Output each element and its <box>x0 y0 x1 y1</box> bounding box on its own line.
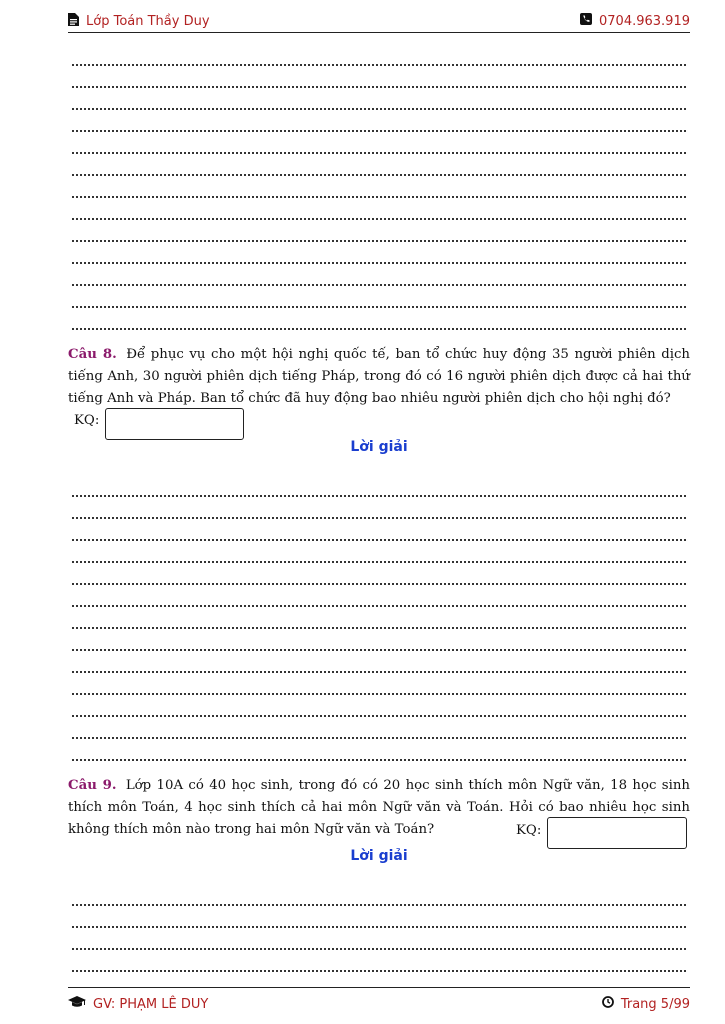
document-icon <box>68 13 79 30</box>
answer-line <box>72 258 686 264</box>
answer-line <box>72 60 686 66</box>
answer-line <box>72 491 686 497</box>
page-footer <box>68 987 690 1018</box>
answer-line <box>72 645 686 651</box>
answer-line <box>72 82 686 88</box>
answer-line <box>72 966 686 972</box>
answer-line <box>72 214 686 220</box>
footer-left <box>68 996 208 1012</box>
answer-line <box>72 170 686 176</box>
answer-label: KQ: <box>516 823 542 838</box>
answer-line <box>72 513 686 519</box>
answer-line <box>72 900 686 906</box>
answer-line <box>72 236 686 242</box>
phone-icon <box>580 13 592 29</box>
answer-box[interactable] <box>105 408 244 440</box>
question-text: Để phục vụ cho một hội nghị quốc tế, ban tổ chức huy động 35 người phiên dịch tiếng Anh, 30 người phiên dịch tiếng Pháp, trong đó có 16 người phiên dịch được cả hai thứ tiếng Anh và Pháp. Ban tổ chức đã huy động bao nhiêu người phiên dịch cho hội nghị đó? <box>68 347 690 406</box>
answer-line <box>72 922 686 928</box>
footer-teacher: GV: PHẠM LÊ DUY <box>93 996 209 1012</box>
solution-heading: Lời giải <box>350 439 408 455</box>
answer-line <box>72 280 686 286</box>
footer-page-number: Trang 5/99 <box>620 996 690 1012</box>
answer-label: KQ: <box>74 413 100 428</box>
answer-line <box>72 192 686 198</box>
answer-box[interactable] <box>547 817 687 849</box>
answer-line <box>72 126 686 132</box>
answer-line <box>72 733 686 739</box>
answer-line <box>72 667 686 673</box>
answer-line <box>72 535 686 541</box>
answer-line <box>72 148 686 154</box>
page-header <box>68 12 690 33</box>
question-8 <box>68 344 690 410</box>
answer-line <box>72 623 686 629</box>
header-title: Lớp Toán Thầy Duy <box>86 14 210 29</box>
answer-line <box>72 579 686 585</box>
clock-icon <box>602 996 614 1012</box>
solution-heading: Lời giải <box>350 848 408 864</box>
header-left <box>68 13 210 30</box>
answer-line <box>72 689 686 695</box>
graduation-cap-icon <box>68 996 86 1012</box>
question-label: Câu 9. <box>68 778 117 793</box>
footer-right <box>602 996 690 1012</box>
header-right <box>580 13 690 29</box>
answer-line <box>72 324 686 330</box>
answer-line <box>72 601 686 607</box>
answer-line <box>72 104 686 110</box>
answer-line <box>72 557 686 563</box>
answer-line <box>72 755 686 761</box>
answer-line <box>72 302 686 308</box>
question-text: Lớp 10A có 40 học sinh, trong đó có 20 học sinh thích môn Ngữ văn, 18 học sinh thích môn Toán, 4 học sinh thích cả hai môn Ngữ văn và Toán. Hỏi có bao nhiêu học sinh không thích môn nào trong hai môn Ngữ văn và Toán? <box>68 778 690 837</box>
answer-line <box>72 711 686 717</box>
answer-line <box>72 944 686 950</box>
question-label: Câu 8. <box>68 347 117 362</box>
header-phone: 0704.963.919 <box>599 13 690 29</box>
